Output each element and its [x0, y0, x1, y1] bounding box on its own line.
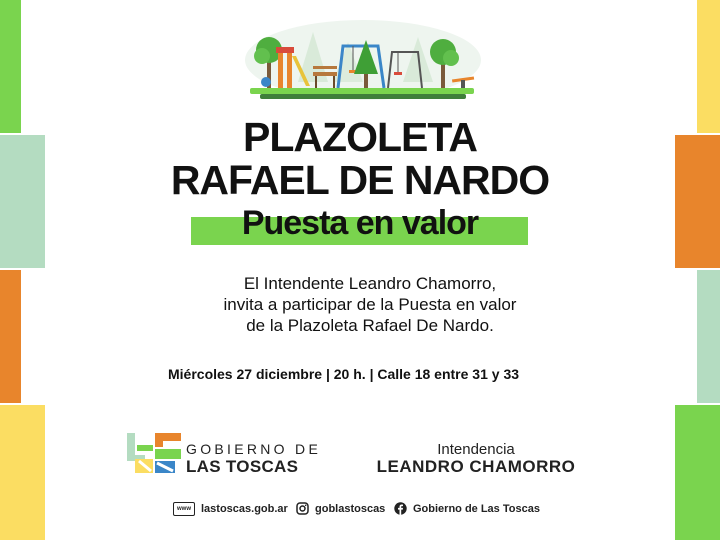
- invitation-text: [0, 273, 720, 336]
- website-text: lastoscas.gob.ar: [201, 503, 288, 515]
- footer-instagram[interactable]: [296, 502, 385, 515]
- event-details: Miércoles 27 diciembre | 20 h. | Calle 18 entre 31 y 33: [168, 366, 520, 382]
- left-bar-yellow: [0, 405, 45, 540]
- footer-facebook[interactable]: [394, 502, 540, 515]
- web-icon: www: [173, 502, 195, 516]
- facebook-page: Gobierno de Las Toscas: [413, 502, 540, 515]
- intendente-name: LEANDRO CHAMORRO: [376, 457, 576, 476]
- event-title-line-1: PLAZOLETA: [243, 114, 477, 160]
- invitation-line-1: El Intendente Leandro Chamorro,: [243, 274, 497, 293]
- instagram-handle: goblastoscas: [315, 502, 386, 515]
- gobierno-name-line-2: LAS TOSCAS: [186, 457, 299, 476]
- invitation-line-3: de la Plazoleta Rafael De Nardo.: [246, 316, 494, 335]
- gobierno-logo-icon: [127, 433, 181, 473]
- gobierno-name-line-1: GOBIERNO DE: [186, 441, 322, 457]
- right-bar-green: [675, 405, 720, 540]
- footer-website[interactable]: [173, 502, 288, 516]
- playground-illustration: [238, 12, 488, 104]
- intendencia-label: Intendencia: [437, 441, 515, 458]
- invitation-line-2: invita a participar de la Puesta en valor: [223, 295, 517, 314]
- event-subtitle: Puesta en valor: [241, 204, 479, 242]
- instagram-icon: [296, 502, 309, 515]
- facebook-icon: [394, 502, 407, 515]
- event-title-line-2: RAFAEL DE NARDO: [170, 157, 550, 203]
